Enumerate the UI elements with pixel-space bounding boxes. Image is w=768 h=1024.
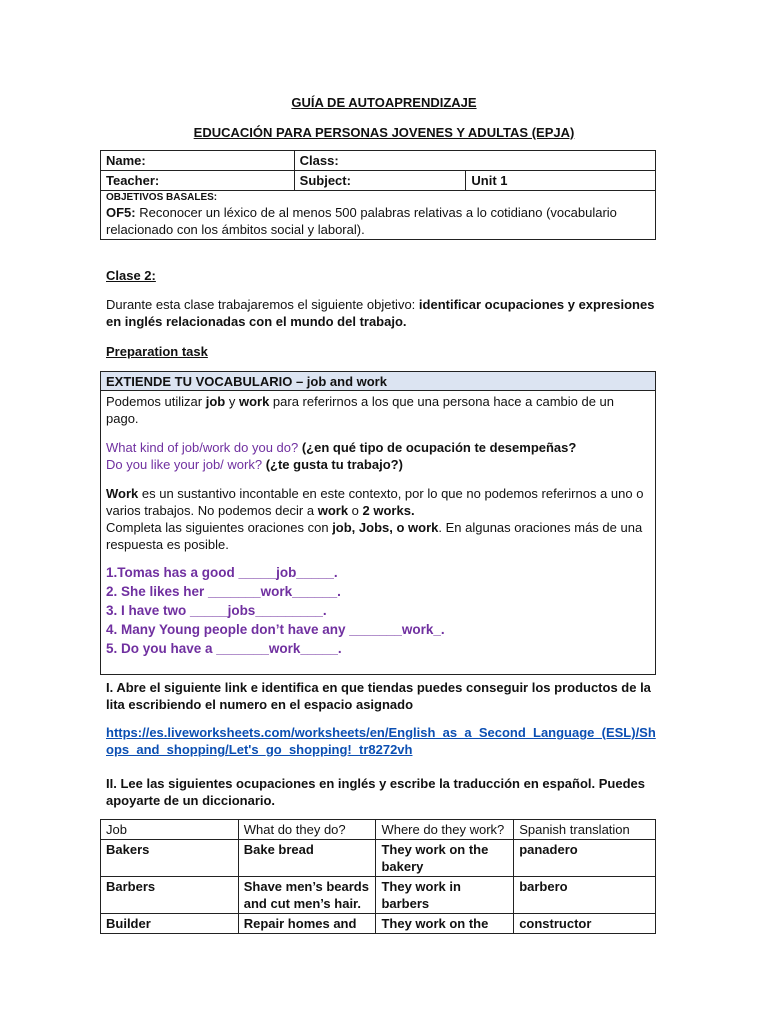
text: work: [238, 394, 270, 409]
text: para referirnos a los que una persona hace a cambio de un pago.: [106, 394, 615, 426]
intro-plain: Durante esta clase trabajaremos el siguiente objetivo:: [106, 297, 419, 312]
class-heading-text: Clase 2:: [106, 268, 156, 283]
class-intro: [106, 296, 662, 330]
task-cell: Shave men’s beards and cut men’s hair.: [238, 877, 376, 914]
place-cell: They work on the bakery: [376, 840, 514, 877]
worksheet-link-wrap: [106, 724, 662, 758]
page-subtitle: EDUCACIÓN PARA PERSONAS JOVENES Y ADULTAS (EPJA): [193, 125, 575, 140]
text: y: [225, 394, 239, 409]
intro-objective: identificar ocupaciones y expresiones en inglés relacionadas con el mundo del trabajo.: [106, 297, 655, 329]
task-cell: Repair homes and: [238, 914, 376, 934]
place-cell: They work in barbers: [376, 877, 514, 914]
header-cell: What do they do?: [238, 820, 376, 840]
class-cell: Class:: [294, 151, 655, 171]
translation-cell: barbero: [514, 877, 656, 914]
vocab-paragraph-3: [106, 519, 650, 553]
text: Work: [106, 486, 139, 501]
unit-cell: Unit 1: [466, 171, 656, 191]
text: . En algunas oraciones más de una respuesta es posible.: [106, 520, 643, 552]
text: Podemos utilizar: [106, 394, 206, 409]
job-cell: Bakers: [101, 840, 239, 877]
text: job: [205, 394, 226, 409]
table-row: [101, 877, 656, 914]
text: work: [317, 503, 349, 518]
text: (¿en qué tipo de ocupación te desempeñas?: [298, 440, 577, 455]
exercise-5: 5. Do you have a _______work_____.: [106, 641, 342, 656]
task-cell: Bake bread: [238, 840, 376, 877]
worksheet-link[interactable]: https://es.liveworksheets.com/worksheets/en/English_as_a_Second_Language_(ESL)/Shops_and_shopping/Let's_go_shopping!_tr8272vh: [106, 725, 656, 757]
text: (¿te gusta tu trabajo?): [262, 457, 403, 472]
prep-heading: [106, 343, 662, 360]
objective-description: Reconocer un léxico de al menos 500 palabras relativas a lo cotidiano (vocabulario relacionado con los ámbitos social y laboral).: [106, 205, 617, 237]
prep-heading-text: Preparation task: [106, 344, 208, 359]
objective-text: [106, 204, 650, 238]
text: 2 works.: [362, 503, 415, 518]
text: job, Jobs, o work: [332, 520, 439, 535]
subject-cell: Subject:: [294, 171, 466, 191]
student-info-table: [100, 150, 656, 240]
page-title: GUÍA DE AUTOAPRENDIZAJE: [291, 95, 477, 110]
translation-cell: constructor: [514, 914, 656, 934]
header-cell: Spanish translation: [514, 820, 656, 840]
vocabulary-box: [100, 371, 656, 675]
class-heading: [106, 267, 662, 284]
job-cell: Barbers: [101, 877, 239, 914]
exercise-1: 1.Tomas has a good _____job_____.: [106, 565, 338, 580]
vocabulary-body: [101, 391, 655, 660]
teacher-cell: Teacher:: [101, 171, 295, 191]
table-row: [101, 840, 656, 877]
text: Completa las siguientes oraciones con: [106, 520, 333, 535]
exercise-2: 2. She likes her _______work______.: [106, 584, 341, 599]
translation-cell: panadero: [514, 840, 656, 877]
place-cell: They work on the: [376, 914, 514, 934]
objectives-cell: [101, 191, 656, 240]
vocab-paragraph-2: [106, 485, 650, 519]
exercise-4: 4. Many Young people don’t have any _______work_.: [106, 622, 445, 637]
vocab-question-2: [106, 456, 650, 473]
objective-code: OF5:: [106, 205, 136, 220]
part-1-instructions: I. Abre el siguiente link e identifica en que tiendas puedes conseguir los productos de la lita escribiendo el numero en el espacio asignado: [106, 680, 651, 712]
text: Do you like your job/ work?: [106, 457, 263, 472]
text: o: [348, 503, 363, 518]
occupations-table: [100, 819, 656, 934]
vocab-paragraph-1: [106, 393, 650, 427]
vocab-question-1: [106, 439, 650, 456]
exercise-3: 3. I have two _____jobs_________.: [106, 603, 327, 618]
table-header-row: [101, 820, 656, 840]
text: What kind of job/work do you do?: [106, 440, 299, 455]
job-cell: Builder: [101, 914, 239, 934]
vocabulary-heading: EXTIENDE TU VOCABULARIO – job and work: [101, 372, 655, 391]
header-cell: Job: [101, 820, 239, 840]
part-2-instructions: II. Lee las siguientes ocupaciones en inglés y escribe la traducción en español. Puedes apoyarte de un diccionario.: [106, 776, 645, 808]
name-cell: Name:: [101, 151, 295, 171]
text: es un sustantivo incontable en este contexto, por lo que no podemos referirnos a uno o varios trabajos. No podemos decir a: [106, 486, 644, 518]
objectives-heading: OBJETIVOS BASALES:: [106, 192, 218, 203]
table-row: [101, 914, 656, 934]
header-cell: Where do they work?: [376, 820, 514, 840]
